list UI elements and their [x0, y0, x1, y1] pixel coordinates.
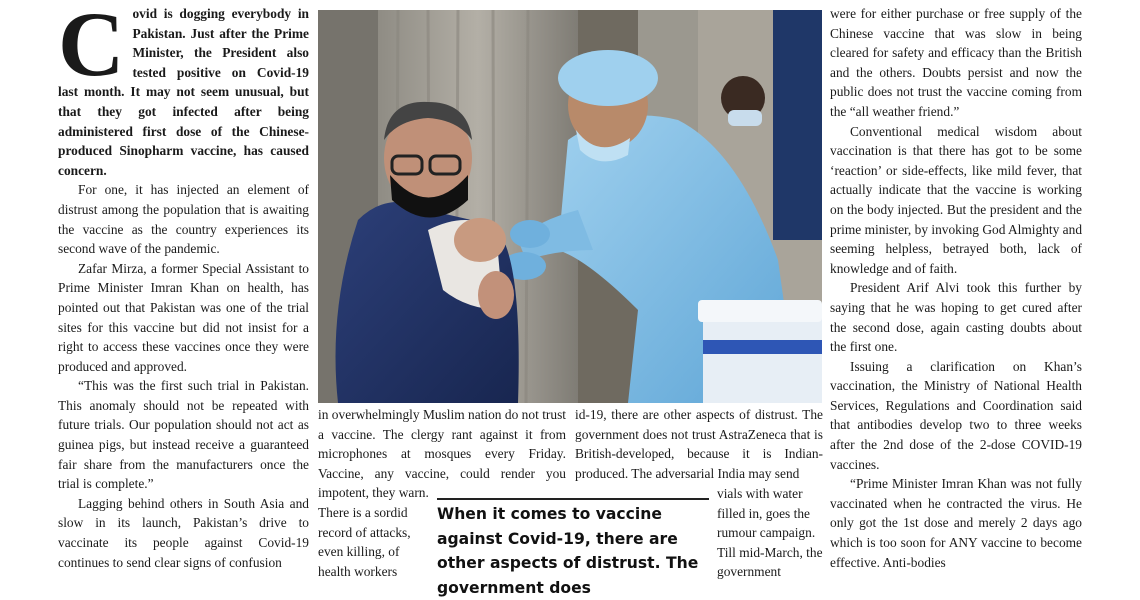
narrow-column-1: [318, 503, 431, 579]
paragraph: Issuing a clarification on Khan’s vaccination, the Ministry of National Health Services, Regulations and Coordination said that antibodies develop two to three weeks after the 2nd dose of the 2-dose COVID-19 vaccines.: [830, 358, 1082, 472]
paragraph: Lagging behind others in South Asia and slow in its launch, Pakistan’s drive to vaccinate its people against Covid-19 continues to send clear signs of confusion: [58, 495, 309, 570]
paragraph: Conventional medical wisdom about vaccination is that there has got to be some ‘reaction’ or side-effects, like mild fever, that actually indicate that the vaccine is working on the body injected. But the president and the prime minister, by invoking God Almighty and seeming helpless, betrayed both, lack of knowledge and of faith.: [830, 123, 1083, 276]
pull-quote: When it comes to vaccine against Covid-19, there are other aspects of distrust. The government does: [437, 498, 709, 574]
narrow-column-2: [717, 484, 823, 580]
drop-cap: C: [58, 0, 125, 95]
paragraph: were for either purchase or free supply of the Chinese vaccine that was slow in being cleared for safety and efficacy than the British and the others. Doubts persist and now the public does not trust the vaccine coming from the “all weather friend.”: [830, 6, 1082, 119]
lead-paragraph: [58, 0, 309, 180]
left-article-column: [58, 0, 309, 570]
paragraph: vials with water filled in, goes the rumour campaign. Till mid-March, the government: [717, 486, 823, 580]
paragraph: “Prime Minister Imran Khan was not fully vaccinated when he contracted the virus. He only got the 1st dose and merely 2 days ago which is too soon for ANY vaccine to become effective. Anti-bodies: [830, 476, 1082, 570]
paragraph: id-19, there are other aspects of distrust. The government does not trust AstraZeneca that is British-developed, because it is Indian-produced. The adversarial India may send: [575, 407, 823, 481]
paragraph: There is a sordid record of attacks, even killing, of health workers: [318, 505, 411, 579]
paragraph: Zafar Mirza, a former Special Assistant to Prime Minister Imran Khan on health, has pointed out that Pakistan was one of the trial sites for this vaccine but did not insist for a right to access these vaccines once they were produced and approved.: [58, 260, 309, 374]
lead-text: ovid is dogging everybody in Pakistan. Just after the Prime Minister, the President also tested positive on Covid-19 last month. It may not seem unusual, but that they got infected after being administered first dose of the Chinese-produced Sinopharm vaccine, has caused concern.: [58, 6, 309, 178]
right-article-column: [830, 4, 1082, 570]
paragraph: For one, it has injected an element of distrust among the population that is awaiting the vaccine as the country experiences its second wave of the pandemic.: [58, 182, 309, 257]
vaccination-photo: [318, 10, 822, 403]
paragraph: “This was the first such trial in Pakistan. This anomaly should not be repeated with future trials. Our population should not act as guinea pigs, but instead receive a guaranteed fair share from the manufacturers once the trial is complete.”: [58, 378, 309, 492]
paragraph: President Arif Alvi took this further by saying that he was hoping to get cured after the second dose, again casting doubts about the first one.: [830, 280, 1082, 355]
paragraph: in overwhelmingly Muslim nation do not trust a vaccine. The clergy rant against it from microphones at mosques every Friday. Vaccine, any vaccine, could render you impotent, they warn.: [318, 407, 566, 501]
